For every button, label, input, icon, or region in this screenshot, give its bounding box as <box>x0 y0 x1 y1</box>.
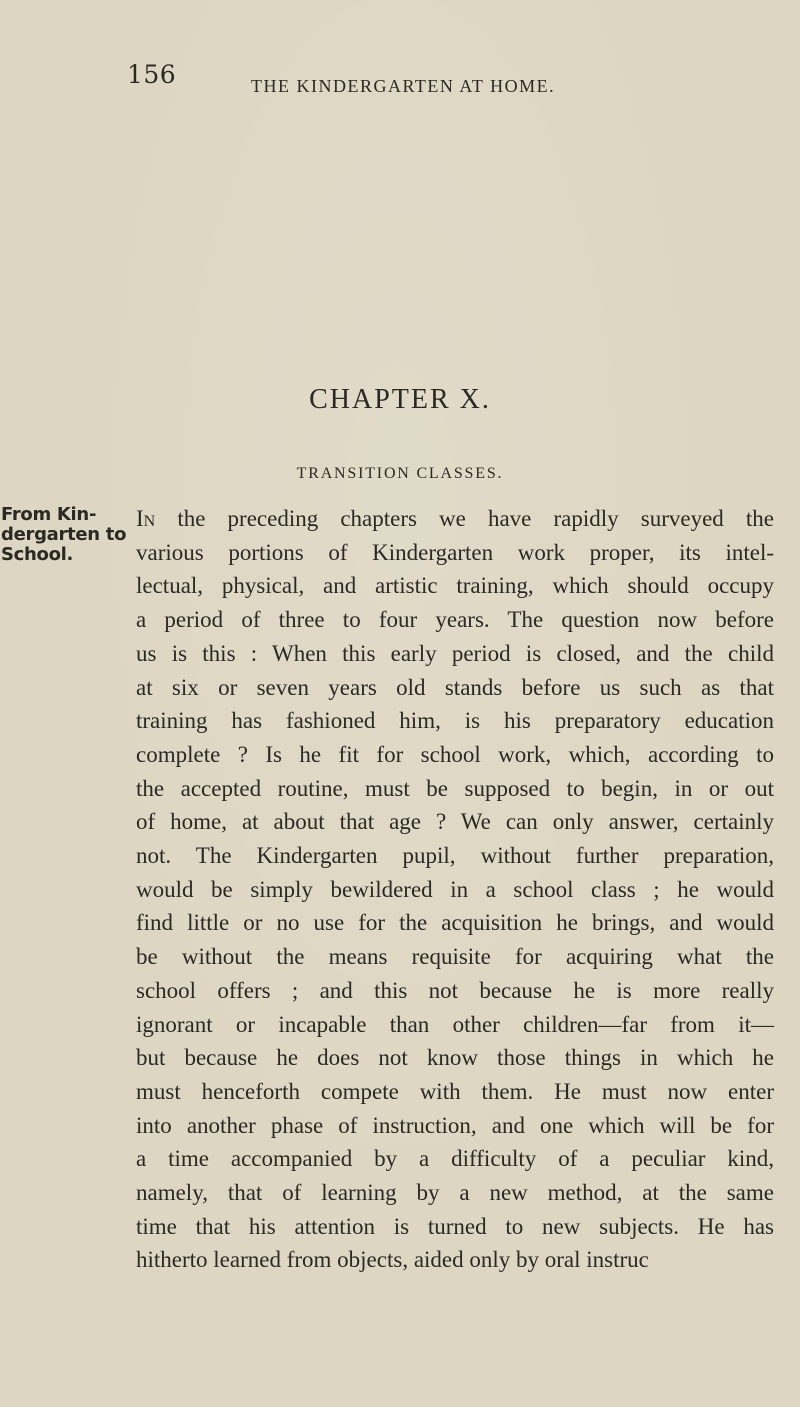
chapter-title: CHAPTER X. <box>309 384 491 415</box>
body-line <box>136 502 774 536</box>
margin-note-text: From Kin- dergarten to School. <box>1 504 127 565</box>
body-line: but because he does not know those things in which he <box>136 1045 774 1071</box>
body-line: time that his attention is turned to new subjects. He has <box>136 1213 774 1239</box>
body-line: us is this : When this early period is closed, and the child <box>136 640 774 666</box>
page-number: 156 <box>127 60 177 89</box>
body-line: not. The Kindergarten pupil, without further preparation, <box>136 843 774 869</box>
lead-word: In <box>136 506 156 531</box>
body-line: find little or no use for the acquisition he brings, and would <box>136 910 774 936</box>
body-line: lectual, physical, and artistic training, which should occupy <box>136 573 774 599</box>
body-line: the accepted routine, must be supposed to begin, in or out <box>136 775 774 801</box>
body-line: complete ? Is he fit for school work, which, according to <box>136 741 774 767</box>
body-line: a period of three to four years. The question now before <box>136 607 774 633</box>
margin-note <box>1 505 133 565</box>
body-paragraph <box>136 502 774 1277</box>
body-line: training has fashioned him, is his preparatory education <box>136 708 774 734</box>
body-line: be without the means requisite for acquiring what the <box>136 944 774 970</box>
body-line: would be simply bewildered in a school class ; he would <box>136 876 774 902</box>
body-line-text: the preceding chapters we have rapidly surveyed the <box>155 506 774 531</box>
running-head: THE KINDERGARTEN AT HOME. <box>251 76 556 96</box>
page-header <box>0 62 800 112</box>
body-line: a time accompanied by a difficulty of a peculiar kind, <box>136 1146 774 1172</box>
body-line: school offers ; and this not because he is more really <box>136 977 774 1003</box>
section-title: TRANSITION CLASSES. <box>296 465 504 482</box>
body-line: hitherto learned from objects, aided only by oral instruc <box>136 1247 649 1273</box>
body-line: of home, at about that age ? We can only answer, certainly <box>136 809 774 835</box>
body-line: various portions of Kindergarten work proper, its intel- <box>136 539 774 565</box>
body-line: must henceforth compete with them. He must now enter <box>136 1078 774 1104</box>
body-line: ignorant or incapable than other children—far from it— <box>136 1011 774 1037</box>
body-line: at six or seven years old stands before us such as that <box>136 674 774 700</box>
body-line: namely, that of learning by a new method, at the same <box>136 1180 774 1206</box>
body-line: into another phase of instruction, and one which will be for <box>136 1112 774 1138</box>
